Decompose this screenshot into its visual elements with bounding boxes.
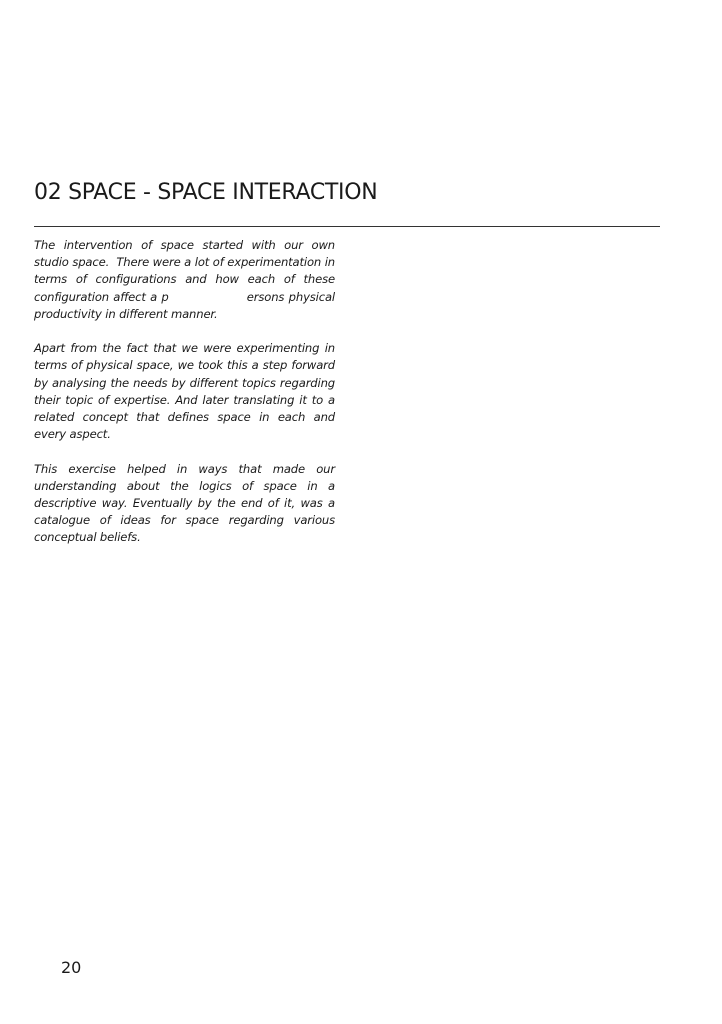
paragraph-physical-space: Apart from the fact that we were experimenting in terms of physical space, we took this a step forward by analysing the needs by different topics regarding their topic of expertise. And later translating it to a related concept that defines space in each and every aspect. xyxy=(34,341,335,442)
section-title: 02 SPACE - SPACE INTERACTION xyxy=(34,180,378,205)
section-divider xyxy=(34,226,660,227)
paragraph-intro: The intervention of space started with our own studio space. There were a lot of experimentation in terms of configurations and how each of these configuration affect a p ersons physical productivity in different manner. xyxy=(34,238,339,321)
page-number: 20 xyxy=(61,958,82,977)
body-text xyxy=(34,237,339,564)
paragraph-exercise: This exercise helped in ways that made our understanding about the logics of space in a descriptive way. Eventually by the end of it, was a catalogue of ideas for space regarding various conceptual beliefs. xyxy=(34,461,335,545)
